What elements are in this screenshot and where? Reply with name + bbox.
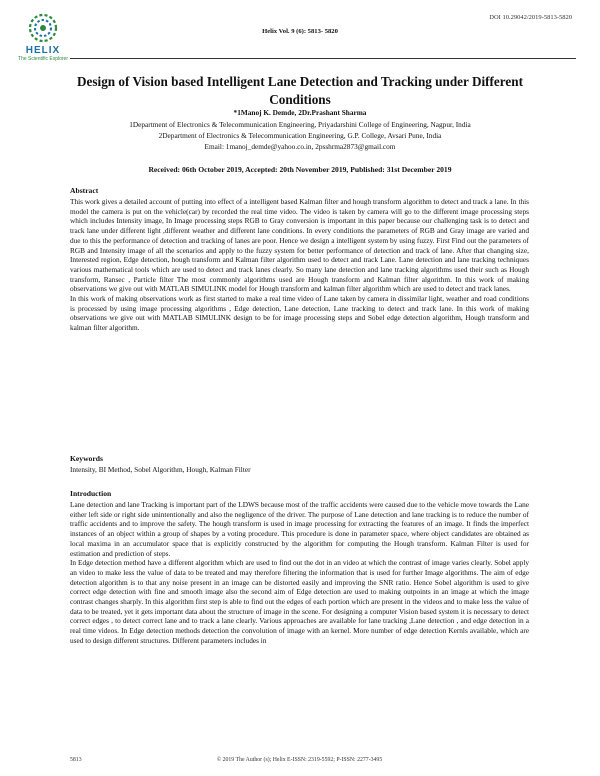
keywords-text: Intensity, BI Method, Sobel Algorithm, Hough, Kalman Filter	[70, 465, 251, 474]
abstract-paragraph-2: In this work of making observations work as first started to make a real time video of Lane taken by camera in dissimilar light, weather and road conditions is processed by using image processing algorithms , Edge detection, Lane detection, Lane tracking to detect and track lane. In this work of making observations we give out with MATLAB SIMULINK design to be for image processing steps and Sobel edge detection algorithm, Hough transform and kalman filter algorithm.	[70, 294, 529, 333]
journal-logo	[8, 12, 78, 62]
affiliation-2: 2Department of Electronics & Telecommunication Engineering, G.P. College, Avsari Pune, India	[158, 131, 442, 140]
email-line: Email: 1manoj_demde@yahoo.co.in, 2psshrma2873@gmail.com	[204, 142, 396, 151]
page-number: 5813	[70, 757, 82, 763]
logo-tagline: The Scientific Explorer	[17, 56, 69, 62]
introduction-body	[70, 500, 529, 646]
volume-label: Helix Vol. 9 (6): 5813- 5820	[262, 28, 338, 35]
publication-dates: Received: 06th October 2019, Accepted: 20th November 2019, Published: 31st December 2019	[148, 165, 452, 174]
introduction-paragraph-2: In Edge detection method have a different algorithm which are used to find out the dot in an video at which the contrast of image varies clearly. Sobel apply an video to make less the value of data to be treated and may therefore filtering the information that is used for further Image algorithms. The aim of edge detection algorithm is to that any noise present in an image can be distorted easily and improving the SNR ratio. Hence Sobel algorithm is used to give correct edge detection with fine and smooth image also the second aim of Edge detection are used to making outpoints in an image at which the image contrast changes sharply. In this algorithm first step is able to find out the edges of each portion which are present in the videos and to make less the value of data to be treated, yet it gets important data about the structure of image in the scene. For designing a computer Vision based system it is necessary to detect correct edges , to detect correct lane and to track a lane clearly. Various approaches are available for lane tracking ,Lane detection , and edge detection in a real time videos. In Edge detection methods detection the convolution of image with an kernel. More number of edge detection Kernls available, which are used to design different structures. Different parameters includes in	[70, 558, 529, 645]
affiliation-1: 1Department of Electronics & Telecommunication Engineering, Priyadarshini College of Engineering, Nagpur, India	[129, 120, 471, 129]
authors-line: *1Manoj K. Demde, 2Dr.Prashant Sharma	[233, 108, 367, 117]
logo-name: HELIX	[25, 45, 61, 56]
abstract-body	[70, 197, 529, 333]
header-divider	[70, 58, 576, 59]
introduction-heading: Introduction	[70, 489, 112, 498]
doi-label: DOI 10.29042/2019-5813-5820	[489, 14, 572, 21]
copyright-line: © 2019 The Author (s); Helix E-ISSN: 2319-5592; P-ISSN: 2277-3495	[216, 757, 383, 763]
abstract-paragraph-1: This work gives a detailed account of putting into effect of a intelligent based Kalman filter and hough transform algorithm to detect and track a lane. In this model the camera is put on the vehicle(car) by recorded the real time video. The video is taken by camera will go to the different image processing steps which includes Intensity image, In Image processing steps RGB to Gray conversion is important in this paper because our challenging task is to detect and track lane under different light ,different weather and different lane conditions. In every conditions the parameters of RGB and Gray image are varied and due to this the performance of detection and tracking of lanes are poor. Hence we design a intelligent system by using fuzzy. First Find out the parameters of RGB and Intensity image of all the scenarios and apply to the fuzzy system for better performance of detection and track of lane. After that changing size, Interested region, Edge detection, hough transform and Kalman filter algorithm used to detect and track Lane. Lane detection and lane tracking techniques various mathematical tools which are used to detect and track lanes clearly. So many lane detection and lane tracking algorithms used their such as Hough transform, Ransec , Particle filter The most commonly algorithms used are Hough transform and Kalman filter algorithm. In this work of making observations we give out with MATLAB SIMULINK model for Hough transform and kalman filter algorithm which are used to detect and track lanes.	[70, 197, 529, 294]
abstract-heading: Abstract	[70, 186, 99, 195]
paper-title: Design of Vision based Intelligent Lane Detection and Tracking under Different Conditions	[77, 74, 523, 107]
keywords-heading: Keywords	[70, 454, 103, 463]
introduction-paragraph-1: Lane detection and lane Tracking is important part of the LDWS because most of the traffic accidents were caused due to the vehicle move towards the Lane either left side or right side unintentionally and also the negligence of the driver. The purpose of Lane detection and lane tracking is to reduce the number of traffic accidents and to improve the safety. The hough transform is used in image processing for extracting the features of an image. It finds the imperfect instances of an object within a group of shapes by a voting procedure. This procedure is done in parameter space, where object candidates are obtained as local maxima in an accumulator space that is explicitly constructed by the algorithm for computing the Hough transform. Kalman Filter is used for estimation and prediction of steps.	[70, 500, 529, 558]
